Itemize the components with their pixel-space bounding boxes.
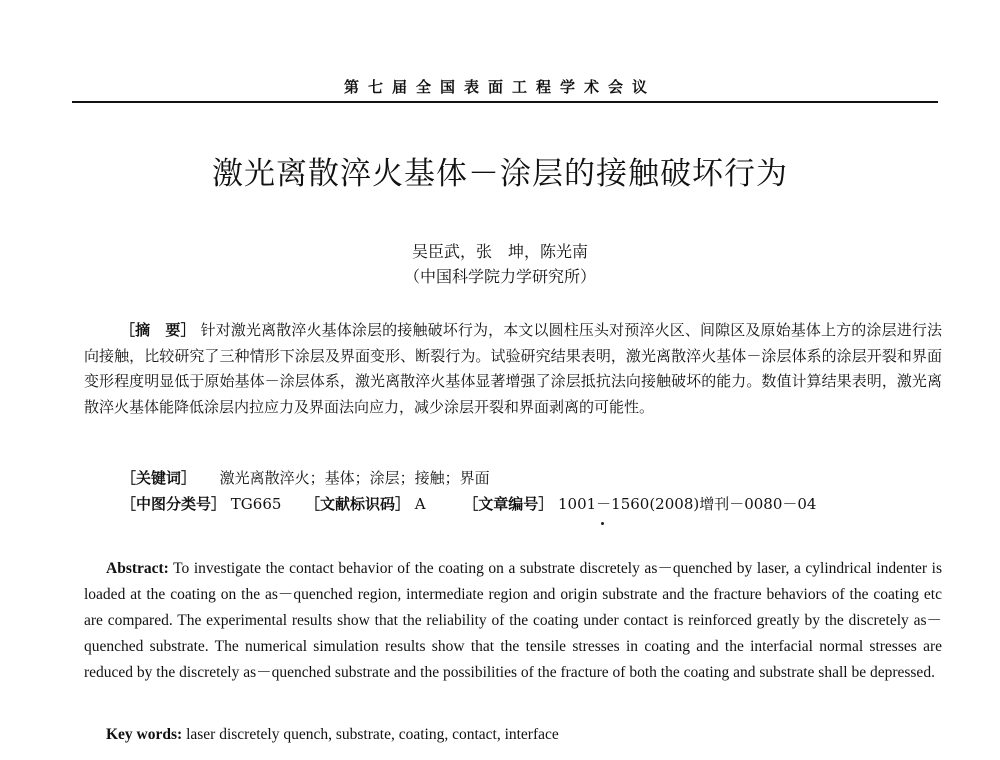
abstract-en: [84, 556, 942, 686]
keywords-en: [106, 726, 559, 744]
abstract-cn: [84, 318, 942, 420]
abstract-en-text: To investigate the contact behavior of the coating on a substrate discretely as－quenched by laser, a cylindrical indenter is loaded at the coating on the as－quenched region, intermediate region and origin substrate and the fracture behaviors of the coating etc are compared. The experimental results show that the reliability of the coating under contact is reinforced greatly by the discretely as－quenched substrate. The numerical simulation results show that the tensile stresses in coating and the interfacial normal stresses are reduced by the discretely as－quenched substrate and the possibilities of the fracture of both the coating and substrate shall be depressed.: [84, 560, 942, 681]
paper-title: 激光离散淬火基体－涂层的接触破坏行为: [212, 156, 788, 192]
clc-label: ［中图分类号］: [121, 495, 227, 513]
article-no-value: 1001－1560(2008)增刊－0080－04: [557, 495, 817, 513]
abstract-cn-text: 针对激光离散淬火基体涂层的接触破坏行为，本文以圆柱压头对预淬火区、间隙区及原始基体上方的涂层进行法向接触，比较研究了三种情形下涂层及界面变形、断裂行为。试验研究结果表明，激光离散淬火基体－涂层体系的涂层开裂和界面变形程度明显低于原始基体－涂层体系，激光离散淬火基体显著增强了涂层抵抗法向接触破坏的能力。数值计算结果表明，激光离散淬火基体能降低涂层内拉应力及界面法向应力，减少涂层开裂和界面剥离的可能性。: [84, 321, 942, 416]
header-rule: [72, 101, 938, 103]
stray-dot: [601, 522, 604, 525]
doc-code-value: A: [414, 495, 426, 513]
doc-code-label: ［文献标识码］: [304, 495, 410, 513]
keywords-cn-text: 激光离散淬火；基体；涂层；接触；界面: [219, 469, 490, 487]
clc-value: TG665: [230, 495, 282, 513]
keywords-cn: [121, 467, 490, 488]
abstract-cn-label: ［摘 要］: [120, 321, 196, 339]
keywords-cn-label: ［关键词］: [121, 469, 197, 487]
running-header: 第七届全国表面工程学术会议: [343, 78, 656, 96]
keywords-en-text: laser discretely quench, substrate, coating, contact, interface: [186, 726, 559, 743]
authors: 吴臣武，张 坤，陈光南: [411, 242, 588, 261]
keywords-en-label: Key words:: [106, 726, 183, 743]
article-no-label: ［文章编号］: [463, 495, 554, 513]
classification-line: [121, 493, 816, 514]
affiliation: （中国科学院力学研究所）: [403, 267, 596, 286]
abstract-en-label: Abstract:: [106, 560, 169, 577]
